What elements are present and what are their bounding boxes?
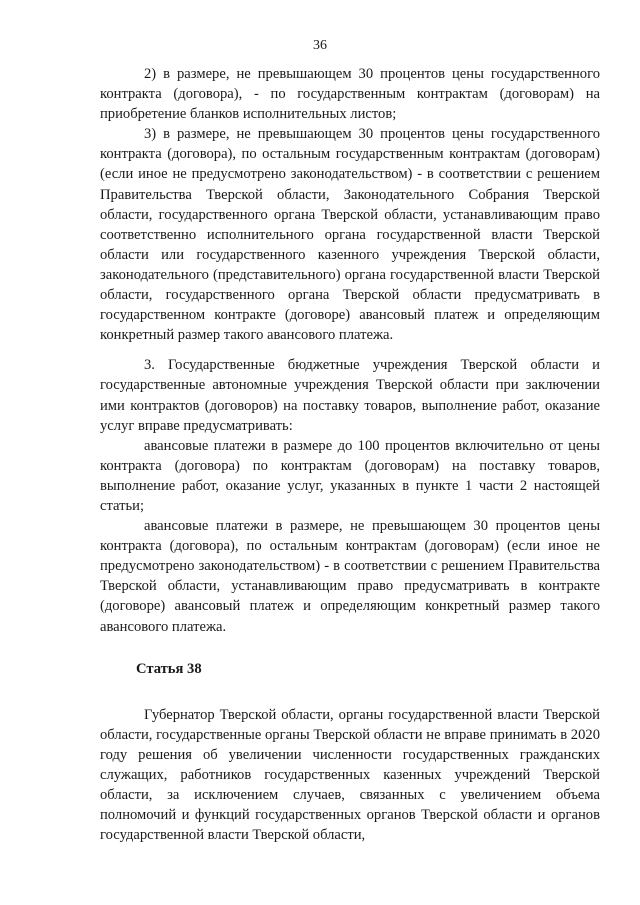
- paragraph-item-3: 3) в размере, не превышающем 30 процентов цены государственного контракта (договора), по остальным государственным контрактам (договорам) (если иное не предусмотрено законодательством) - в соответствии с решением Правительства Тверской области, Законодательного Собрания Тверской области, государственного органа Тверской области, устанавливающим право соответственно исполнительного органа государственной власти Тверской области или государственного казенного учреждения Тверской области, законодательного (представительного) органа государственной власти Тверской области, государственного органа Тверской области предусматривать в государственном контракте (договоре) авансовый платеж и определяющим конкретный размер такого авансового платежа.: [100, 126, 600, 344]
- page-number: 36: [313, 38, 327, 53]
- article-heading: Статья 38: [136, 660, 202, 677]
- paragraph-item-2: 2) в размере, не превышающем 30 процентов цены государственного контракта (договора), - по государственным контрактам (договорам) на приобретение бланков исполнительных листов;: [100, 66, 600, 123]
- document-body: [100, 64, 600, 845]
- paragraph-clause-3: 3. Государственные бюджетные учреждения Тверской области и государственные автономные учреждения Тверской области при заключении ими контрактов (договоров) на поставку товаров, выполнение работ, оказание услуг вправе предусматривать:: [100, 357, 600, 434]
- paragraph-article-38: Губернатор Тверской области, органы государственной власти Тверской области, государственные органы Тверской области не вправе принимать в 2020 году решения об увеличении численности государственных гражданских служащих, работников государственных казенных учреждений Тверской области, за исключением случаев, связанных с увеличением объема полномочий и функций государственных органов Тверской области и органов государственной власти Тверской области,: [100, 706, 600, 844]
- paragraph-advance-30: авансовые платежи в размере, не превышающем 30 процентов цены контракта (договора), по остальным контрактам (договорам) (если иное не предусмотрено законодательством) - в соответствии с решением Правительства Тверской области, устанавливающим право предусматривать в контракте (договоре) авансовый платеж и определяющим конкретный размер такого авансового платежа.: [100, 518, 600, 635]
- paragraph-advance-100: авансовые платежи в размере до 100 процентов включительно от цены контракта (договора) по контрактам (договорам) на поставку товаров, выполнение работ, оказание услуг, указанных в пункте 1 части 2 настоящей статьи;: [100, 437, 600, 514]
